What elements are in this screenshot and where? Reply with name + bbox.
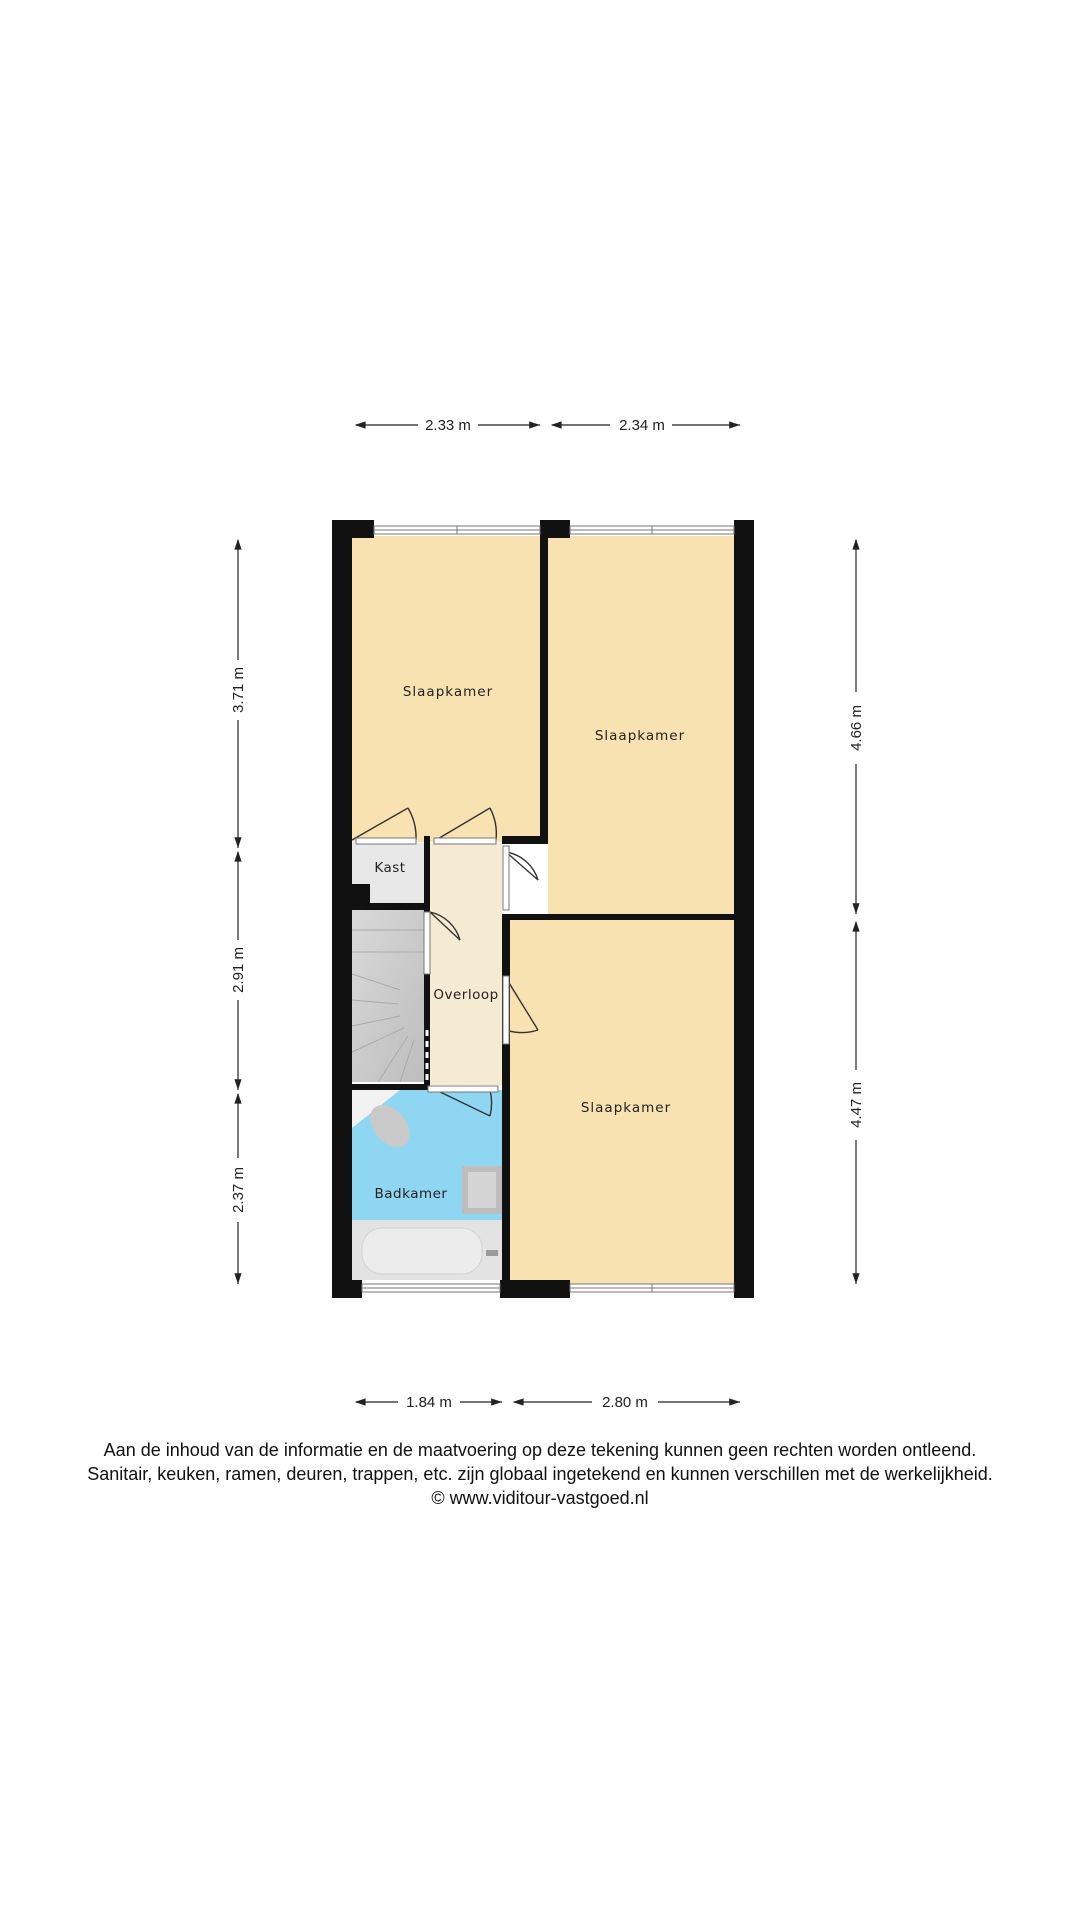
dim-left-upper: 3.71 m xyxy=(230,667,247,713)
disclaimer-line-2: Sanitair, keuken, ramen, deuren, trappen, etc. zijn globaal ingetekend en kunnen verschillen met de werkelijkheid. xyxy=(87,1464,993,1484)
dim-bottom-right: 2.80 m xyxy=(602,1394,648,1411)
dim-bottom-left: 1.84 m xyxy=(406,1394,452,1411)
disclaimer-line-1: Aan de inhoud van de informatie en de maatvoering op deze tekening kunnen geen rechten worden ontleend. xyxy=(103,1440,977,1460)
room-label-bathroom: Badkamer xyxy=(374,1186,448,1202)
room-label-bedroom-top-left: Slaapkamer xyxy=(402,684,494,700)
dim-left-middle: 2.91 m xyxy=(230,947,247,993)
dim-top-left: 2.33 m xyxy=(425,417,471,434)
dim-right-lower: 4.47 m xyxy=(848,1082,865,1128)
landing-floor xyxy=(430,843,502,1085)
bath-faucet xyxy=(486,1250,498,1256)
dim-right-upper: 4.66 m xyxy=(848,705,865,751)
sink xyxy=(462,1166,502,1214)
room-label-closet: Kast xyxy=(374,860,406,876)
bedroom-top-right-floor xyxy=(548,536,734,914)
room-label-landing: Overloop xyxy=(433,987,499,1003)
bathtub-inner xyxy=(362,1228,482,1274)
room-label-bedroom-top-right: Slaapkamer xyxy=(594,728,686,744)
dim-top-right: 2.34 m xyxy=(619,417,665,434)
stairs-floor xyxy=(352,910,424,1082)
dim-left-lower: 2.37 m xyxy=(230,1167,247,1213)
disclaimer-line-3: © www.viditour-vastgoed.nl xyxy=(431,1488,649,1508)
disclaimer xyxy=(0,1438,1080,1510)
room-label-bedroom-bottom-right: Slaapkamer xyxy=(580,1100,672,1116)
